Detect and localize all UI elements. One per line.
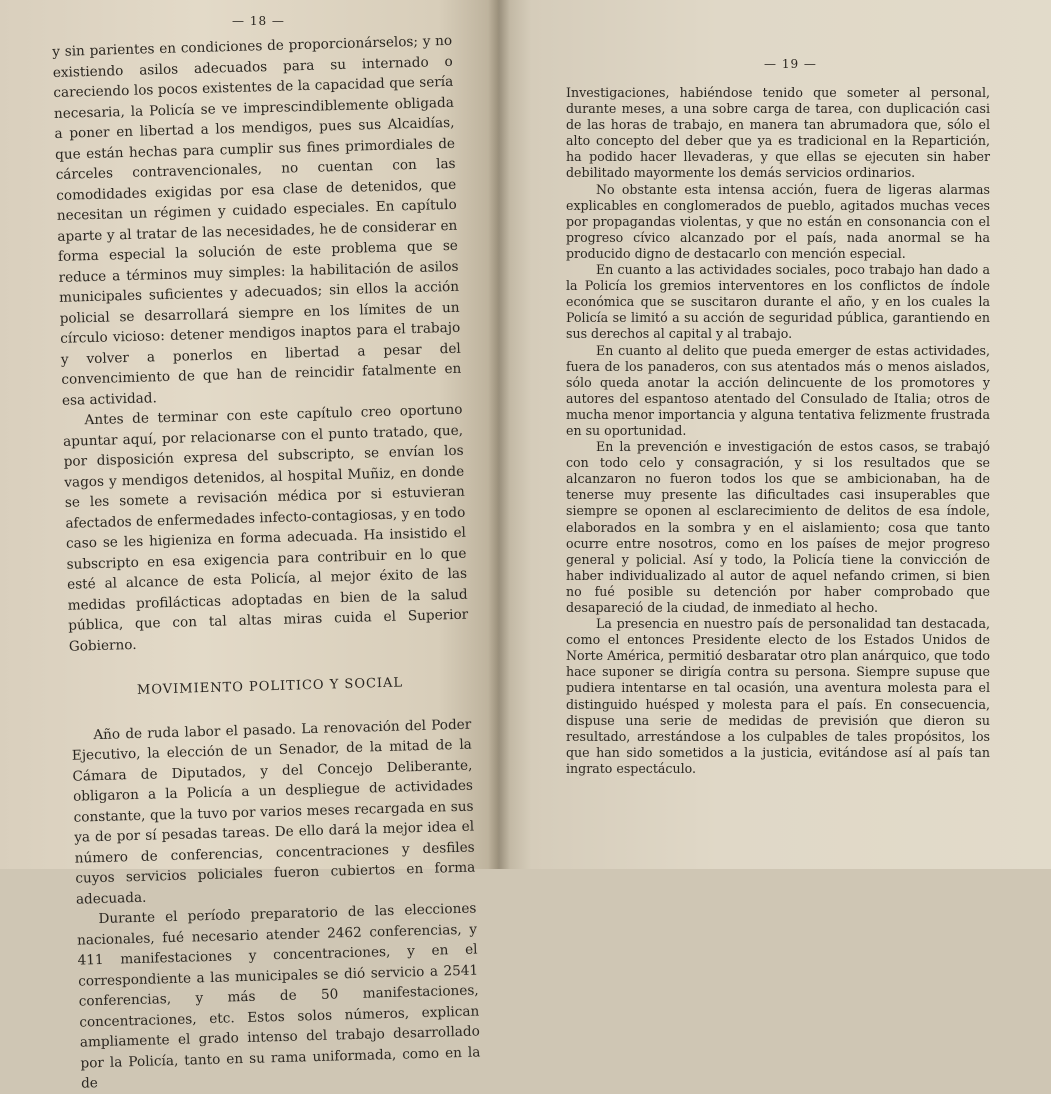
paragraph: En cuanto a las actividades sociales, poco trabajo han dado a la Policía los gremios interventores en los conflictos de índole económica que se suscitaron durante el año, y en los cuales la Policía se limitó a su acción de seguridad pública, garantiendo en sus derechos al capital y al trabajo.	[566, 262, 990, 342]
paragraph: En cuanto al delito que pueda emerger de estas actividades, fuera de los panaderos, con sus atentados más o menos aislados, sólo queda anotar la acción delincuente de los promotores y autores del espantoso atentado del Consulado de Italia; otros de mucha menor importancia y alguna tentativa felizmente frustrada en su oportunidad.	[566, 342, 990, 438]
paragraph: La presencia en nuestro país de personalidad tan destacada, como el entonces Presidente electo de los Estados Unidos de Norte América, permitió desbaratar otro plan anárquico, que todo hace suponer se dirigía contra su persona. Siempre supuse que pudiera intentarse en tal ocasión, una aventura molesta para el distinguido huésped y molesta para el país. En consecuencia, dispuse una serie de medidas de previsión que dieron su resultado, arrestándose a los culpables de tales propósitos, los que han sido sometidos a la justicia, evitándose así al país tan ingrato espectáculo.	[566, 616, 990, 776]
paragraph: Año de ruda labor el pasado. La renovación del Poder Ejecutivo, la elección de un Senador, de la mitad de la Cámara de Diputados, y del Concejo Deliberante, obligaron a la Policía a un despliegue de actividades constante, que la tuvo por varios meses recargada en sus ya de por sí pesadas tareas. De ello dará la mejor idea el número de conferencias, concentraciones y desfiles cuyos servicios policiales fueron cubiertos en forma adecuada.	[71, 716, 476, 908]
paragraph: En la prevención e investigación de estos casos, se trabajó con todo celo y consagración, y si los resultados que se alcanzaron no fueron todos los que se ambicionaban, ha de tenerse muy presente las dificultades casi insuperables que siempre se oponen al esclarecimiento de delitos de esa índole, elaborados en la sombra y en el aislamiento; cosa que tanto ocurre entre nosotros, como en los países de mejor progreso general y policial. Así y todo, la Policía tiene la convicción de haber individualizado al autor de aquel nefando crimen, si bien no fué posible su detención por haber comprobado que desapareció de la ciudad, de inmediato al hecho.	[566, 439, 990, 615]
paragraph: Durante el período preparatorio de las elecciones nacionales, fué necesario atender 2462 conferencias, y 411 manifestaciones y concentraciones, y en el correspondiente a las municipales se dió servicio a 2541 conferencias, y más de 50 manifestaciones, concentraciones, etc. Estos solos números, explican ampliamente el grado intenso del trabajo desarrollado por la Policía, tanto en su rama uniformada, como en la de	[76, 900, 481, 1092]
section-heading: MOVIMIENTO POLITICO Y SOCIAL	[136, 675, 404, 698]
left-page	[0, 0, 498, 1092]
paragraph: No obstante esta intensa acción, fuera de ligeras alarmas explicables en conglomerados de pueblo, agitados muchas veces por propagandas violentas, y que no están en consonancia con el progreso cívico alcanzado por el país, nada anormal se ha producido digno de destacarlo con mención especial.	[566, 181, 990, 261]
paragraph: y sin parientes en condiciones de proporcionárselos; y no existiendo asilos adecuados para su internado o careciendo los pocos existentes de la capacidad que sería necesaria, la Policía se ve imprescindiblemente obligada a poner en libertad a los mendigos, pues sus Alcaidías, que están hechas para cumplir sus fines primordiales de cárceles contravencionales, no cuentan con las comodidades exigidas por esa clase de detenidos, que necesitan un régimen y cuidado especiales. En capítulo aparte y al tratar de las necesidades, he de considerar en forma especial la solución de este problema que se reduce a términos muy simples: la habilitación de asilos municipales suficientes y adecuados; sin ellos la acción policial se desarrollará siempre en los límites de un círculo vicioso: detener mendigos inaptos para el trabajo y volver a ponerlos en libertad a pesar del convencimiento de que han de reincidir fatalmente en esa actividad.	[52, 32, 462, 409]
page-number-right: — 19 —	[764, 57, 817, 71]
paragraph: Investigaciones, habiéndose tenido que someter al personal, durante meses, a una sobre carga de tarea, con duplicación casi de las horas de trabajo, en manera tan abrumadora que, sólo el alto concepto del deber que ya es tradicional en la Repartición, ha podido hacer llevaderas, y que ellas se ejecuten sin haber debilitado mayormente los demás servicios ordinarios.	[566, 85, 990, 181]
page-number-left: — 18 —	[232, 14, 285, 28]
book-gutter	[488, 0, 510, 869]
paragraph: Antes de terminar con este capítulo creo oportuno apuntar aquí, por relacionarse con el punto tratado, que, por disposición expresa del subscripto, se envían los vagos y mendigos detenidos, al hospital Muñiz, en donde se les somete a revisación médica por si estuvieran afectados de enfermedades infecto-contagiosas, y en todo caso se les higieniza en forma adecuada. Ha insistido el subscripto en esa exigencia para contribuir en lo que esté al alcance de esta Policía, al mejor éxito de las medidas profilácticas adoptadas en bien de la salud pública, que con tal altas miras cuida el Superior Gobierno.	[62, 401, 469, 655]
right-page-body	[566, 85, 990, 777]
left-page-body	[52, 31, 481, 1094]
right-page	[498, 0, 1051, 869]
